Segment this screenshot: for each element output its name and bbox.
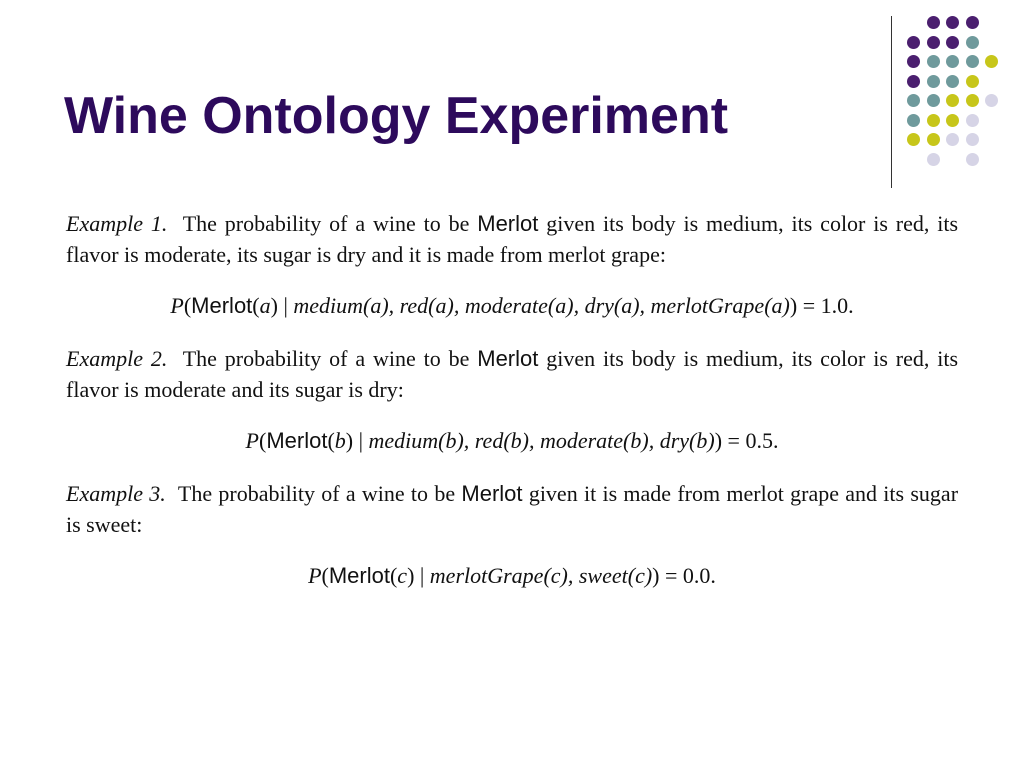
- decorative-dot-grid: [907, 16, 1007, 166]
- decorative-dot: [927, 114, 940, 127]
- decorative-dot: [966, 133, 979, 146]
- decorative-dot: [946, 36, 959, 49]
- formula-2-result: = 0.5.: [727, 428, 779, 453]
- decorative-dot: [946, 75, 959, 88]
- decorative-dot: [946, 16, 959, 29]
- example-1-class: Merlot: [477, 211, 539, 236]
- example-3-class: Merlot: [461, 481, 523, 506]
- decorative-dot: [966, 94, 979, 107]
- example-3-text: [66, 478, 958, 540]
- decorative-dot: [907, 94, 920, 107]
- title-divider: [891, 16, 892, 188]
- formula-1-var: a: [259, 293, 271, 318]
- decorative-dot: [927, 55, 940, 68]
- decorative-dot: [966, 55, 979, 68]
- decorative-dot: [927, 153, 940, 166]
- decorative-dot: [946, 133, 959, 146]
- decorative-dot: [907, 36, 920, 49]
- example-2-text: [66, 343, 958, 405]
- slide-title: Wine Ontology Experiment: [64, 87, 729, 145]
- decorative-dot: [966, 16, 979, 29]
- formula-1-conditions: medium(a), red(a), moderate(a), dry(a), merlotGrape(a): [293, 293, 790, 318]
- decorative-dot: [946, 114, 959, 127]
- decorative-dot: [927, 36, 940, 49]
- example-1-text-after: given its body is medium, its color is red, its flavor is moderate, its sugar is dry and it is made from merlot grape:: [66, 211, 959, 267]
- formula-1-class: Merlot: [191, 293, 253, 318]
- formula-2-var: b: [334, 428, 346, 453]
- decorative-dot: [946, 94, 959, 107]
- decorative-dot: [927, 16, 940, 29]
- example-1-label: Example 1.: [66, 211, 168, 236]
- decorative-dot: [907, 114, 920, 127]
- example-2-label: Example 2.: [66, 346, 168, 371]
- example-3-text-after: given it is made from merlot grape and its sugar is sweet:: [66, 481, 959, 537]
- decorative-dot: [907, 75, 920, 88]
- example-1-text-before: The probability of a wine to be: [182, 211, 470, 236]
- formula-1-result: = 1.0.: [802, 293, 854, 318]
- decorative-dot: [966, 36, 979, 49]
- decorative-dot: [985, 55, 998, 68]
- decorative-dot: [907, 55, 920, 68]
- formula-2-p: P: [245, 428, 259, 453]
- example-1-text: [66, 208, 958, 270]
- slide-content: [66, 208, 958, 613]
- decorative-dot: [966, 114, 979, 127]
- decorative-dot: [946, 55, 959, 68]
- example-2-class: Merlot: [477, 346, 539, 371]
- decorative-dot: [966, 153, 979, 166]
- example-2-text-before: The probability of a wine to be: [182, 346, 470, 371]
- decorative-dot: [966, 75, 979, 88]
- formula-3-class: Merlot: [328, 563, 390, 588]
- decorative-dot: [985, 94, 998, 107]
- formula-2-class: Merlot: [266, 428, 328, 453]
- formula-2-conditions: medium(b), red(b), moderate(b), dry(b): [368, 428, 715, 453]
- formula-3-conditions: merlotGrape(c), sweet(c): [429, 563, 653, 588]
- decorative-dot: [927, 133, 940, 146]
- example-3-label: Example 3.: [66, 481, 166, 506]
- decorative-dot: [927, 75, 940, 88]
- example-2-text-after: given its body is medium, its color is red, its flavor is moderate and its sugar is dry:: [66, 346, 959, 402]
- decorative-dot: [927, 94, 940, 107]
- formula-3-var: c: [397, 563, 408, 588]
- example-2-formula: P(Merlot(b) | medium(b), red(b), moderate(b), dry(b)) = 0.5.: [245, 428, 779, 453]
- formula-1-p: P: [170, 293, 184, 318]
- formula-3-result: = 0.0.: [665, 563, 716, 588]
- example-1-formula: P(Merlot(a) | medium(a), red(a), moderate(a), dry(a), merlotGrape(a)) = 1.0.: [170, 293, 854, 318]
- decorative-dot: [907, 133, 920, 146]
- example-3-formula: P(Merlot(c) | merlotGrape(c), sweet(c)) = 0.0.: [308, 563, 716, 588]
- example-3-text-before: The probability of a wine to be: [177, 481, 456, 506]
- formula-3-p: P: [308, 563, 322, 588]
